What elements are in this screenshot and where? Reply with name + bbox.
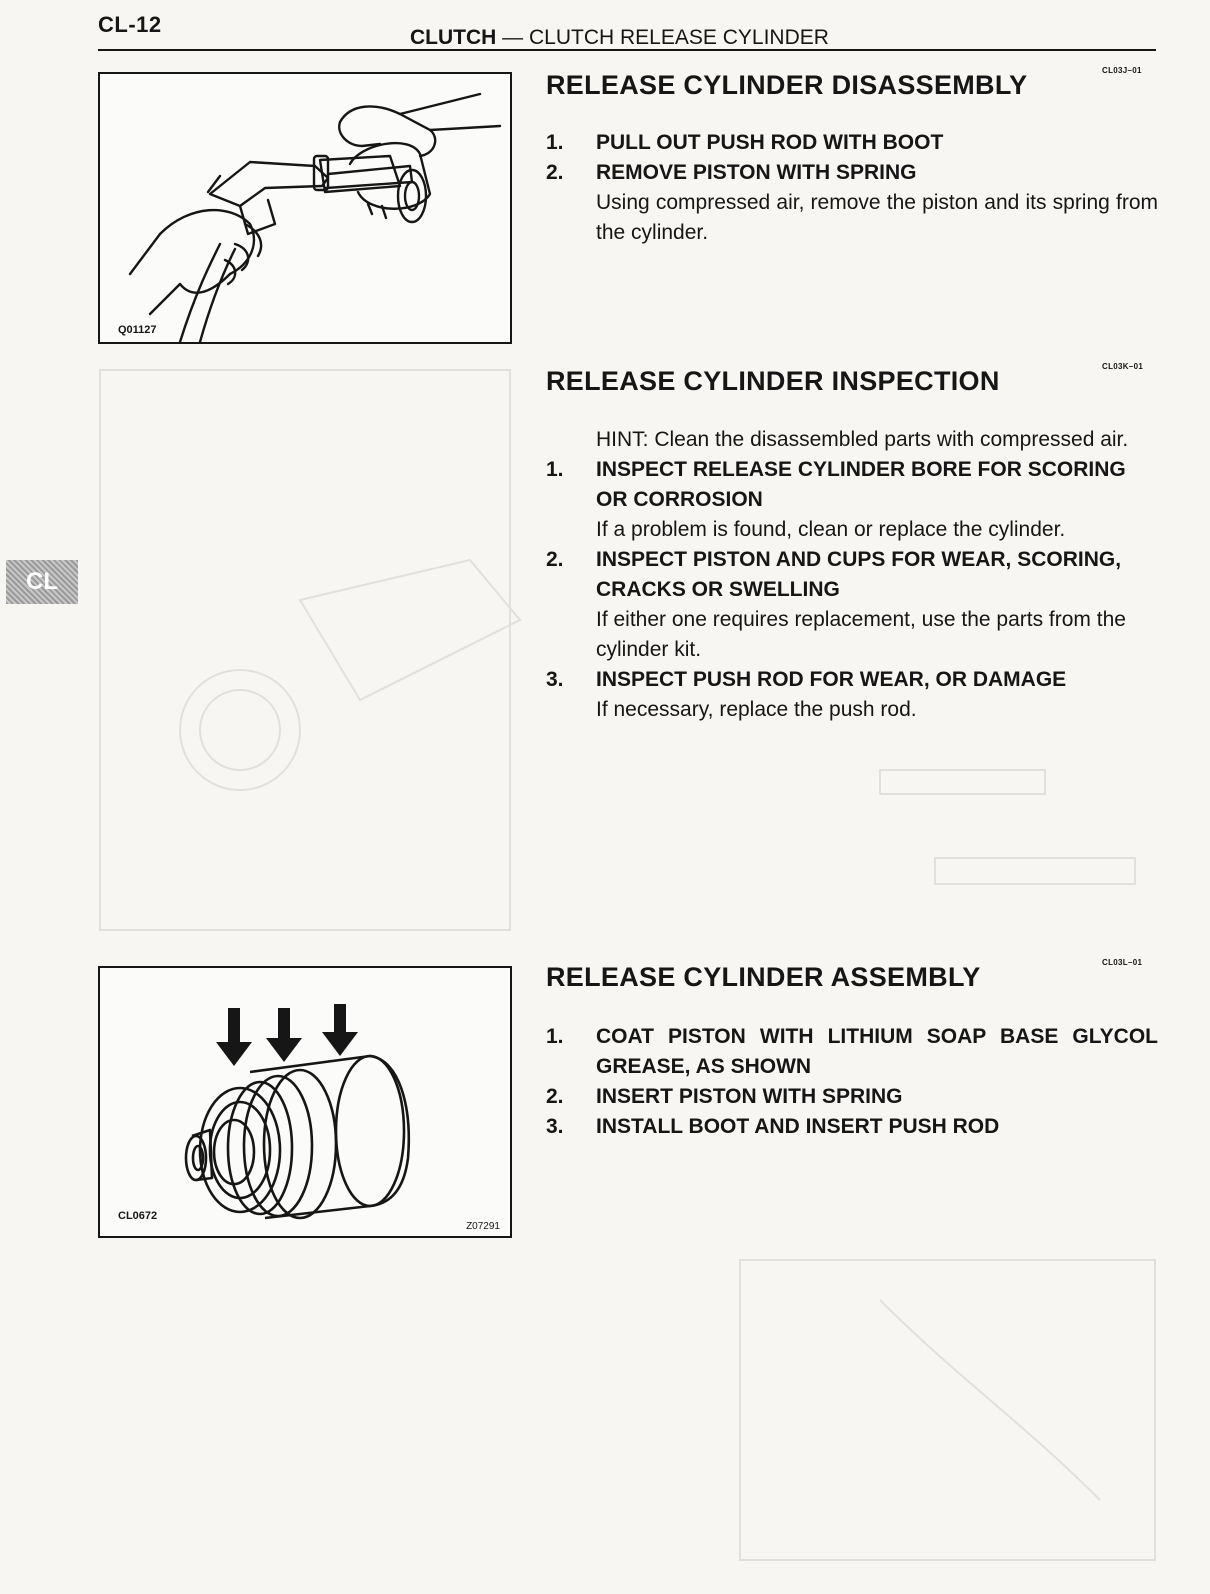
step-heading: INSTALL BOOT AND INSERT PUSH ROD (596, 1115, 1000, 1138)
step-item (546, 158, 1158, 188)
figure-label: CL0672 (118, 1210, 158, 1222)
step-number: 2. (546, 1085, 564, 1108)
section-title-assembly: RELEASE CYLINDER ASSEMBLY (546, 962, 981, 992)
step-heading: INSPECT PISTON AND CUPS FOR WEAR, SCORING, CRACKS OR SWELLING (596, 548, 1122, 601)
grease-arrows (216, 1004, 358, 1066)
section-code: CL03L–01 (1102, 958, 1143, 967)
figure-label-secondary: Z07291 (466, 1221, 500, 1232)
section-title-inspection: RELEASE CYLINDER INSPECTION (546, 366, 1000, 396)
step-heading: COAT PISTON WITH LITHIUM SOAP BASE GLYCOL GREASE, AS SHOWN (596, 1025, 1158, 1078)
step-item (546, 1022, 1158, 1082)
step-item (546, 665, 1158, 695)
step-number: 2. (546, 548, 564, 571)
step-item (546, 128, 1158, 158)
step-number: 1. (546, 131, 564, 154)
figure-label: Q01127 (118, 324, 157, 336)
step-heading: REMOVE PISTON WITH SPRING (596, 161, 917, 184)
step-heading: INSERT PISTON WITH SPRING (596, 1085, 903, 1108)
compressed-air-gun-illustration (100, 74, 510, 342)
header-rule (98, 49, 1156, 51)
header-title: CLUTCH RELEASE CYLINDER (529, 26, 829, 49)
step-item (546, 455, 1158, 515)
side-tab: CL (6, 560, 78, 604)
step-heading: INSPECT PUSH ROD FOR WEAR, OR DAMAGE (596, 668, 1067, 691)
figure-assembly (98, 966, 512, 1238)
page-header (410, 26, 829, 50)
section-code: CL03J–01 (1102, 66, 1142, 75)
header-separator: — (496, 26, 529, 49)
piston-grease-illustration (100, 968, 510, 1236)
step-number: 1. (546, 458, 564, 481)
step-detail: If either one requires replacement, use the parts from the cylinder kit. (596, 608, 1126, 661)
step-item (546, 545, 1158, 605)
inspection-steps (546, 425, 1158, 725)
step-number: 2. (546, 161, 564, 184)
section-title-disassembly: RELEASE CYLINDER DISASSEMBLY (546, 70, 1028, 100)
step-detail: If a problem is found, clean or replace the cylinder. (596, 518, 1066, 541)
chapter-name: CLUTCH (410, 26, 497, 49)
step-item (546, 1082, 1158, 1112)
section-code: CL03K–01 (1102, 362, 1144, 371)
assembly-steps (546, 1022, 1158, 1142)
step-detail: If necessary, replace the push rod. (596, 698, 917, 721)
step-heading: INSPECT RELEASE CYLINDER BORE FOR SCORING OR CORROSION (596, 458, 1126, 511)
step-detail: Using compressed air, remove the piston and its spring from the cylinder. (596, 191, 1158, 244)
step-number: 1. (546, 1025, 564, 1048)
disassembly-steps (546, 128, 1158, 248)
step-item (546, 1112, 1158, 1142)
step-number: 3. (546, 668, 564, 691)
figure-disassembly (98, 72, 512, 344)
page-number: CL-12 (98, 12, 162, 37)
hint-text: HINT: Clean the disassembled parts with compressed air. (596, 428, 1129, 451)
step-heading: PULL OUT PUSH ROD WITH BOOT (596, 131, 944, 154)
step-number: 3. (546, 1115, 564, 1138)
